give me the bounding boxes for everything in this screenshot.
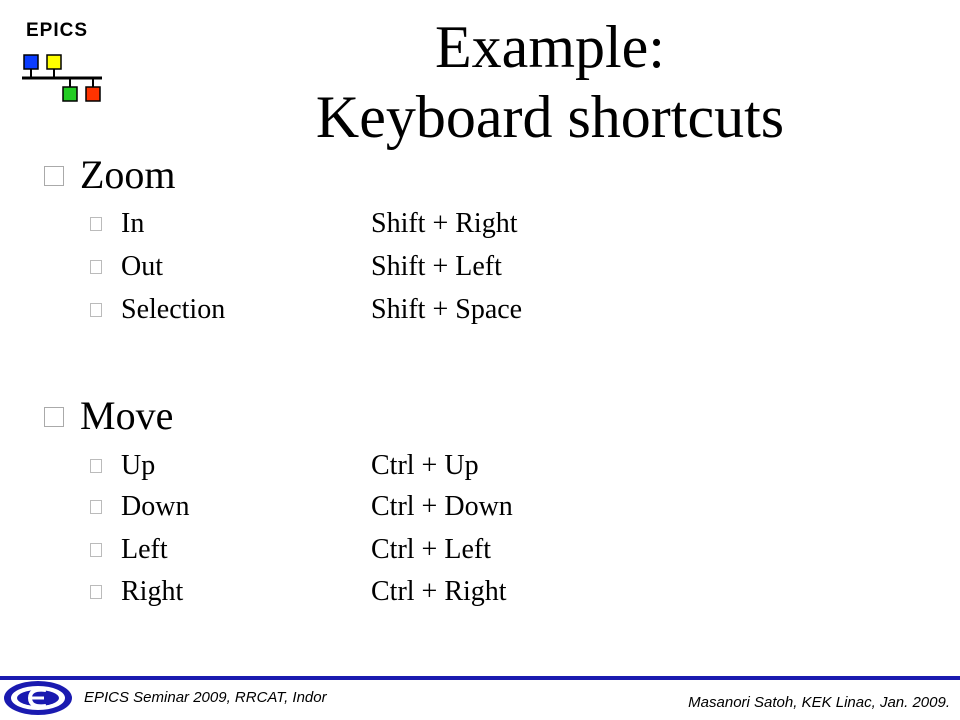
kek-logo-icon — [0, 676, 80, 720]
shortcut-label: Out — [121, 251, 163, 282]
shortcut-row — [90, 250, 650, 284]
title-line-2: Keyboard shortcuts — [315, 84, 785, 150]
epics-logo — [22, 20, 112, 110]
shortcut-label: Up — [121, 450, 156, 481]
epics-network-icon — [22, 50, 112, 110]
shortcut-keys: Ctrl + Right — [371, 576, 507, 607]
shortcut-row — [90, 533, 650, 567]
shortcut-label: Down — [121, 491, 190, 522]
title-line-1: Example: — [435, 14, 665, 80]
shortcut-keys: Shift + Space — [371, 294, 523, 325]
shortcut-label: Selection — [121, 294, 226, 325]
shortcut-label: Left — [121, 534, 168, 565]
sub-bullet-icon — [90, 543, 102, 557]
shortcut-row — [90, 207, 650, 241]
shortcut-label: Right — [121, 576, 184, 607]
shortcut-keys: Shift + Left — [371, 251, 502, 282]
section-heading-zoom: Zoom — [44, 152, 176, 198]
footer-rule — [0, 676, 960, 680]
bullet-icon — [44, 166, 64, 186]
shortcut-keys: Ctrl + Up — [371, 450, 479, 481]
shortcut-row — [90, 575, 650, 609]
bullet-icon — [44, 407, 64, 427]
shortcut-row — [90, 490, 650, 524]
shortcut-label: In — [121, 208, 145, 239]
section-heading-move: Move — [44, 393, 173, 439]
footer-author-text: Masanori Satoh, KEK Linac, Jan. 2009. — [688, 694, 950, 711]
sub-bullet-icon — [90, 260, 102, 274]
shortcut-row — [90, 293, 650, 327]
slide-title — [250, 12, 850, 152]
shortcut-row — [90, 449, 650, 483]
sub-bullet-icon — [90, 303, 102, 317]
shortcut-keys: Ctrl + Left — [371, 534, 491, 565]
sub-bullet-icon — [90, 217, 102, 231]
sub-bullet-icon — [90, 585, 102, 599]
sub-bullet-icon — [90, 459, 102, 473]
shortcut-keys: Ctrl + Down — [371, 491, 513, 522]
sub-bullet-icon — [90, 500, 102, 514]
epics-logo-text: EPICS — [26, 20, 89, 41]
footer-event-text: EPICS Seminar 2009, RRCAT, Indor — [84, 689, 327, 706]
shortcut-keys: Shift + Right — [371, 208, 518, 239]
